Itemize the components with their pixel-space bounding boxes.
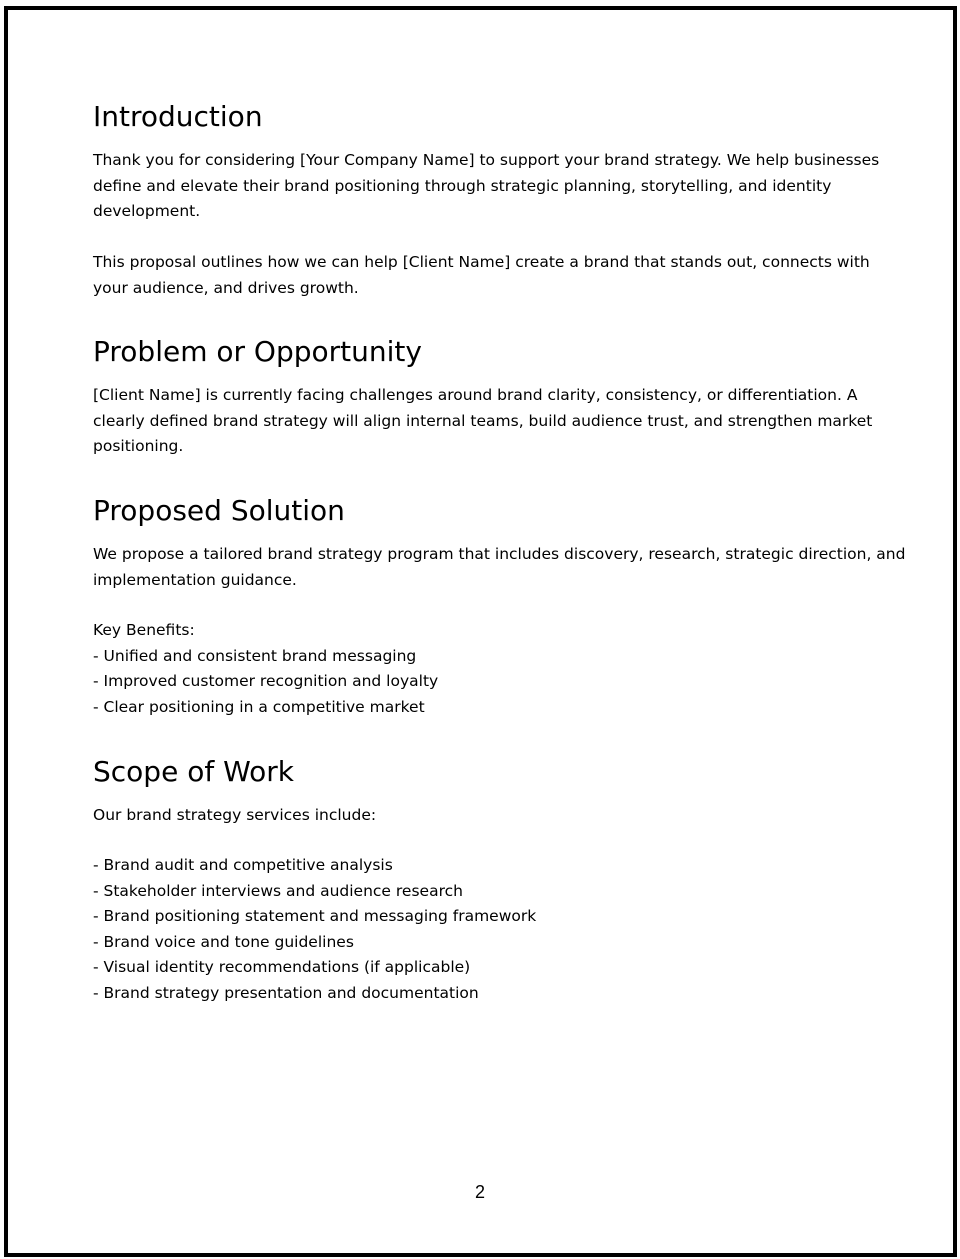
list-item: - Improved customer recognition and loyalty [93,672,439,690]
introduction-paragraph-1 [93,148,883,225]
text-line: development. [93,202,201,220]
text-line: [Client Name] is currently facing challenges around brand clarity, consistency, or differentiation. A [93,386,858,404]
list-item: - Brand voice and tone guidelines [93,932,354,951]
text-line: implementation guidance. [93,570,297,589]
page-number: 2 [474,1182,485,1202]
scope-list [93,853,883,1006]
key-benefits-list [93,618,883,720]
list-item: - Brand audit and competitive analysis [93,856,393,874]
list-item: - Stakeholder interviews and audience research [93,881,463,900]
text-line: your audience, and drives growth. [93,278,359,297]
heading-problem-opportunity: Problem or Opportunity [93,335,422,368]
heading-proposed-solution: Proposed Solution [93,494,345,527]
text-line: We propose a tailored brand strategy program that includes discovery, research, strategic direction, and [93,545,906,563]
text-line: clearly defined brand strategy will align internal teams, build audience trust, and strengthen market [93,411,873,430]
text-line: define and elevate their brand positioning through strategic planning, storytelling, and identity [93,176,832,195]
list-item: - Brand strategy presentation and documentation [93,983,479,1002]
scope-intro [93,803,883,829]
text-line: positioning. [93,437,184,455]
solution-paragraph [93,542,906,593]
text-line: This proposal outlines how we can help [Client Name] create a brand that stands out, connects with [93,253,870,271]
list-item: - Clear positioning in a competitive market [93,697,425,716]
text-line: Thank you for considering [Your Company Name] to support your brand strategy. We help businesses [93,151,880,169]
introduction-paragraph-2 [93,250,883,301]
text-line: Our brand strategy services include: [93,806,377,824]
heading-introduction: Introduction [93,100,263,133]
heading-scope-of-work: Scope of Work [93,755,294,788]
key-benefits-label: Key Benefits: [93,621,195,639]
list-item: - Brand positioning statement and messaging framework [93,907,537,925]
problem-paragraph [93,383,883,460]
list-item: - Visual identity recommendations (if applicable) [93,958,471,976]
list-item: - Unified and consistent brand messaging [93,646,417,665]
